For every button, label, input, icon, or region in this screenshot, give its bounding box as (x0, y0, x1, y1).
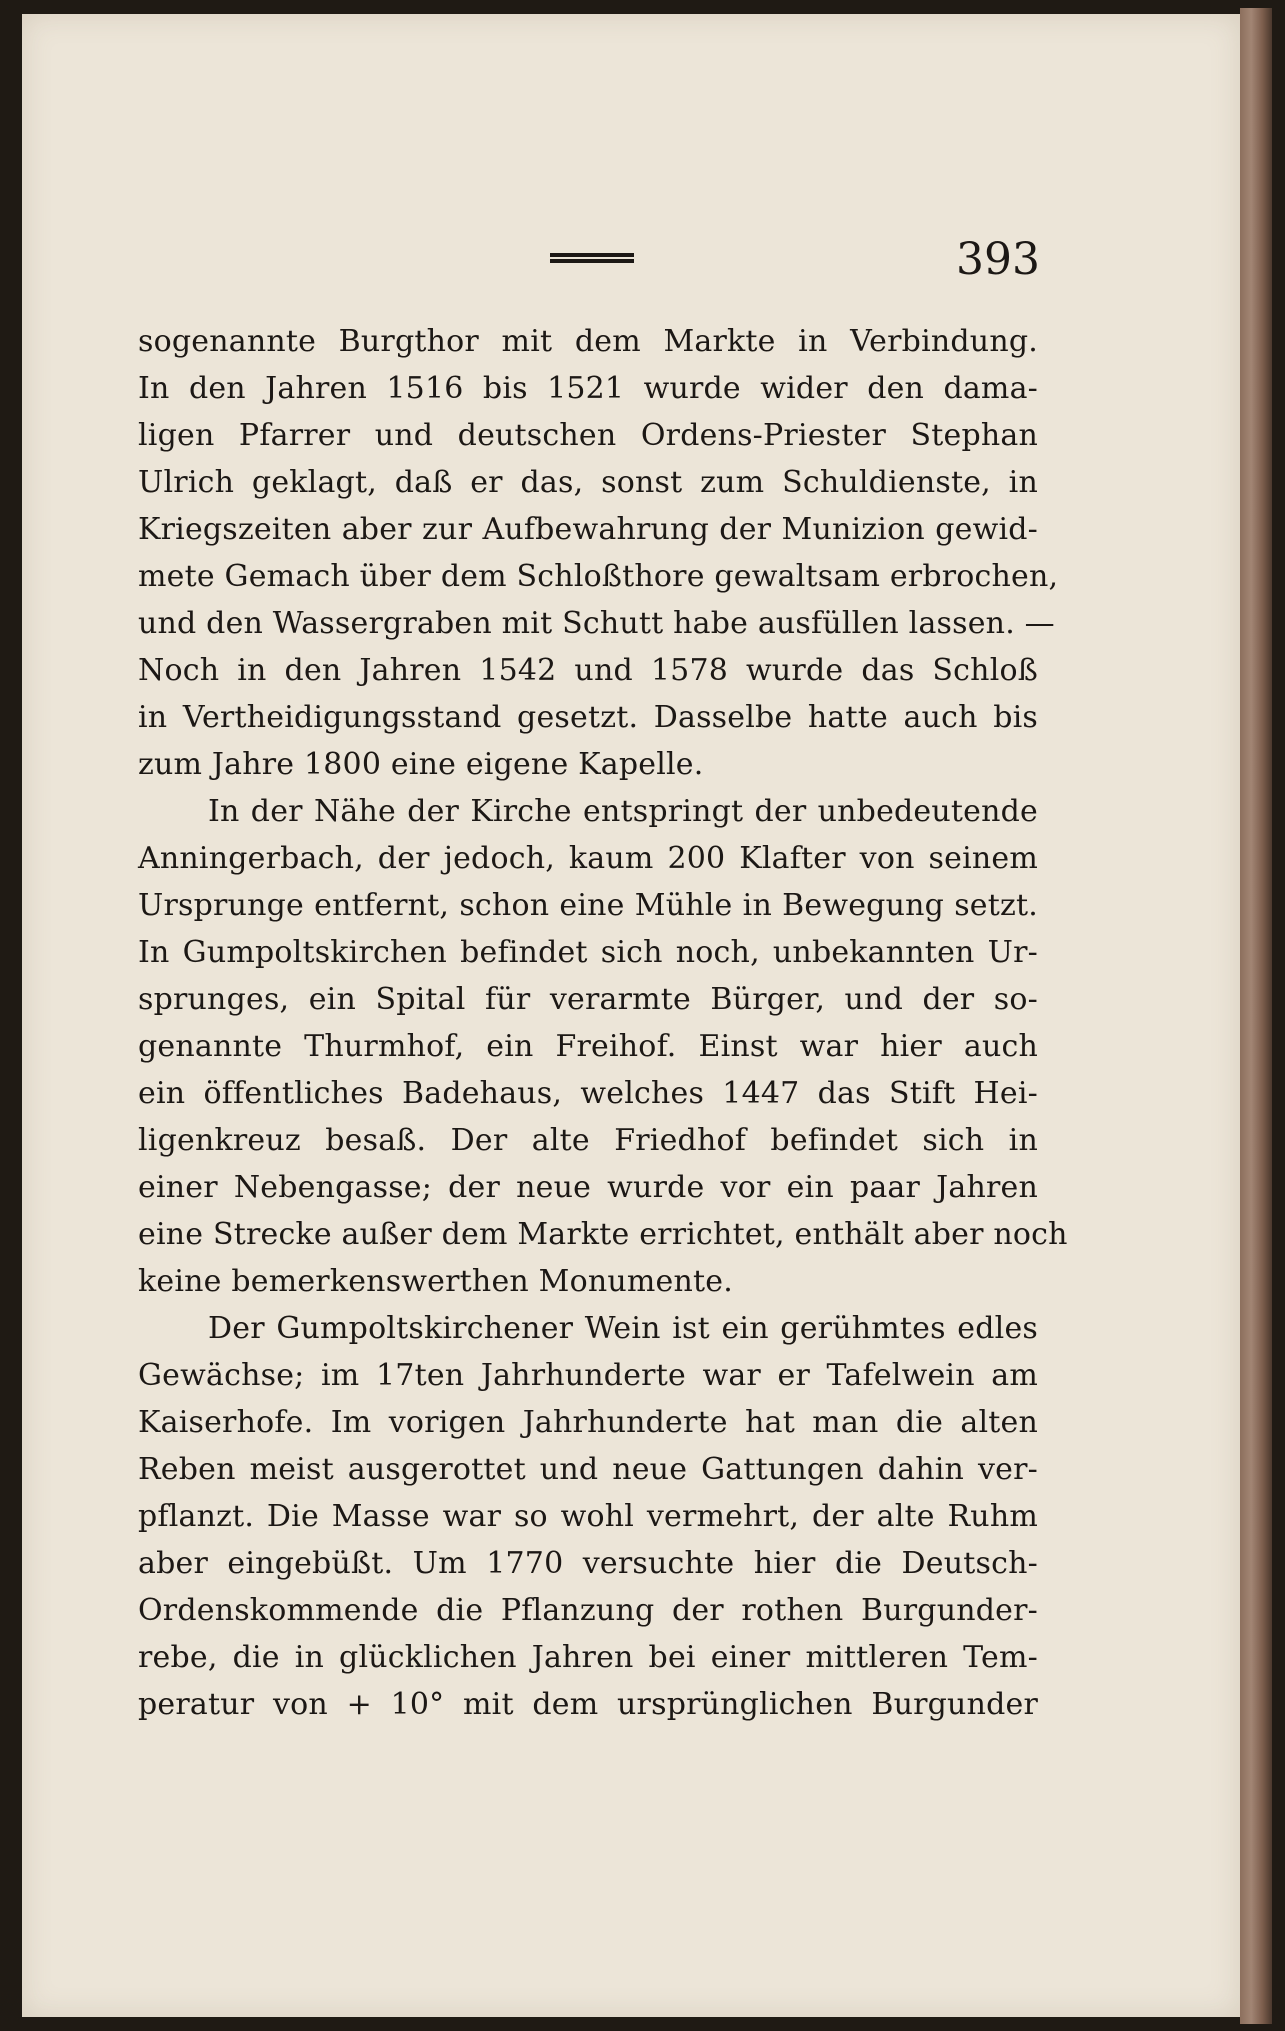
text-line: sogenannte Burgthor mit dem Markte in Verbindung. (138, 324, 1038, 359)
text-line: einer Nebengasse; der neue wurde vor ein paar Jahren (138, 1170, 1038, 1205)
text-line: Ordenskommende die Pflanzung der rothen Burgunder- (138, 1593, 1038, 1628)
text-line: zum Jahre 1800 eine eigene Kapelle. (138, 747, 704, 782)
text-line: ligenkreuz besaß. Der alte Friedhof befindet sich in (138, 1123, 1038, 1158)
text-line: mete Gemach über dem Schloßthore gewaltsam erbrochen, (138, 559, 1059, 594)
text-line: Kriegszeiten aber zur Aufbewahrung der Munizion gewid- (138, 512, 1038, 547)
text-line: Reben meist ausgerottet und neue Gattungen dahin ver- (138, 1452, 1038, 1487)
text-line: In den Jahren 1516 bis 1521 wurde wider den dama- (138, 371, 1038, 406)
text-line: Ulrich geklagt, daß er das, sonst zum Schuldienste, in (138, 465, 1038, 500)
page-edge (1240, 8, 1272, 2024)
text-line: pflanzt. Die Masse war so wohl vermehrt, der alte Ruhm (138, 1499, 1038, 1534)
text-line: ligen Pfarrer und deutschen Ordens-Priester Stephan (138, 418, 1038, 453)
text-line: Der Gumpoltskirchener Wein ist ein gerühmtes edles (208, 1311, 1038, 1346)
header-rule (550, 253, 634, 263)
text-line: in Vertheidigungsstand gesetzt. Dasselbe hatte auch bis (138, 700, 1038, 735)
text-line: Kaiserhofe. Im vorigen Jahrhunderte hat man die alten (138, 1405, 1038, 1440)
page-number: 393 (956, 234, 1040, 285)
text-line: Ursprunge entfernt, schon eine Mühle in Bewegung setzt. (138, 888, 1038, 923)
text-line: peratur von + 10° mit dem ursprünglichen Burgunder (138, 1687, 1038, 1722)
text-line: genannte Thurmhof, ein Freihof. Einst war hier auch (138, 1029, 1038, 1064)
text-line: Gewächse; im 17ten Jahrhunderte war er Tafelwein am (138, 1358, 1038, 1393)
text-line: ein öffentliches Badehaus, welches 1447 das Stift Hei- (138, 1076, 1038, 1111)
text-line: eine Strecke außer dem Markte errichtet, enthält aber noch (138, 1217, 1068, 1252)
text-line: Noch in den Jahren 1542 und 1578 wurde das Schloß (138, 653, 1038, 688)
text-line: und den Wassergraben mit Schutt habe ausfüllen lassen. — (138, 606, 1055, 641)
text-line: In Gumpoltskirchen befindet sich noch, unbekannten Ur- (138, 935, 1038, 970)
body-text (138, 318, 1068, 1728)
text-line: sprunges, ein Spital für verarmte Bürger, und der so- (138, 982, 1038, 1017)
text-line: In der Nähe der Kirche entspringt der unbedeutende (208, 794, 1038, 829)
text-line: aber eingebüßt. Um 1770 versuchte hier die Deutsch- (138, 1546, 1038, 1581)
text-line: keine bemerkenswerthen Monumente. (138, 1264, 733, 1299)
text-line: rebe, die in glücklichen Jahren bei einer mittleren Tem- (138, 1640, 1038, 1675)
text-line: Anningerbach, der jedoch, kaum 200 Klafter von seinem (138, 841, 1038, 876)
